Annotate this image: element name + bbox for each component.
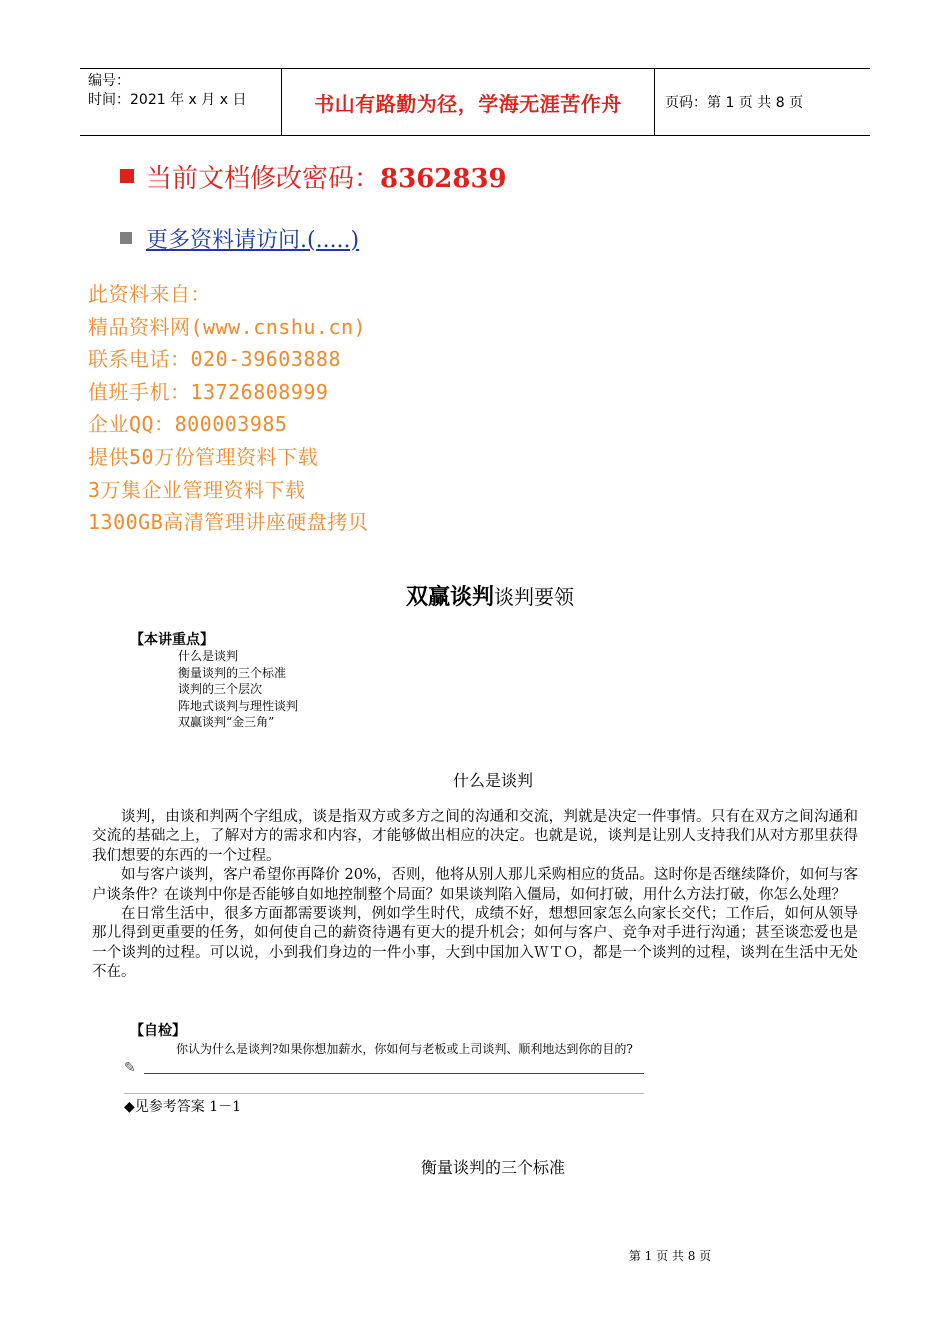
- number-label: 编号：: [88, 73, 130, 89]
- section-body: [92, 808, 858, 983]
- time-label: 时间：2021 年 x 月 x 日: [88, 92, 247, 108]
- key-point-item: 双赢谈判“金三角”: [178, 715, 275, 730]
- gray-square-bullet-icon: [120, 232, 132, 244]
- title-sub: 谈判要领: [494, 585, 574, 609]
- document-title: [0, 580, 950, 611]
- source-line: 联系电话：020-39603888: [88, 347, 341, 372]
- answer-line: [144, 1073, 644, 1074]
- reference-answer: ◆见参考答案 1－1: [124, 1099, 242, 1115]
- source-line: 1300GB高清管理讲座硬盘拷贝: [88, 510, 369, 535]
- section-title: 衡量谈判的三个标准: [420, 1158, 565, 1177]
- pencil-icon: ✎: [124, 1060, 136, 1076]
- password-code: 8362839: [380, 164, 507, 194]
- header-meta: [80, 69, 282, 135]
- password-label: 当前文档修改密码：: [146, 164, 381, 194]
- source-line: 此资料来自：: [88, 282, 211, 306]
- red-square-bullet-icon: [120, 169, 134, 183]
- more-resources-link[interactable]: 更多资料请访问.(.....): [146, 228, 360, 253]
- key-points-label: 【本讲重点】: [130, 632, 214, 648]
- title-main: 双赢谈判: [405, 585, 494, 610]
- header-page-info: 页码：第 1 页 共 8 页: [665, 95, 804, 111]
- source-line: 精品资料网(www.cnshu.cn): [88, 314, 367, 339]
- source-line: 企业QQ：800003985: [88, 412, 288, 437]
- key-points-list: [178, 648, 298, 731]
- source-info: [88, 278, 368, 539]
- source-line: 3万集企业管理资料下载: [88, 477, 306, 502]
- password-line: [120, 158, 507, 195]
- key-point-item: 阵地式谈判与理性谈判: [178, 698, 299, 713]
- self-check-question: 你认为什么是谈判?如果你想加薪水，你如何与老板或上司谈判、顺利地达到你的目的?: [176, 1042, 633, 1056]
- section-title: 什么是谈判: [452, 771, 533, 790]
- answer-line: [124, 1093, 644, 1094]
- key-point-item: 什么是谈判: [178, 649, 239, 663]
- key-point-item: 衡量谈判的三个标准: [178, 665, 287, 680]
- self-check-label: 【自检】: [130, 1023, 186, 1039]
- more-resources-line: [120, 223, 359, 254]
- source-line: 值班手机：13726808999: [88, 379, 329, 404]
- page-footer: 第 1 页 共 8 页: [628, 1249, 712, 1263]
- source-line: 提供50万份管理资料下载: [88, 444, 319, 469]
- key-point-item: 谈判的三个层次: [178, 682, 263, 697]
- body-paragraph: 谈判，由谈和判两个字组成，谈是指双方或多方之间的沟通和交流，判就是决定一件事情。只有在双方之间沟通和交流的基础之上，了解对方的需求和内容，才能够做出相应的决定。也就是说，谈判是让别人支持我们从对方那里获得我们想要的东西的一个过程。: [92, 809, 858, 864]
- page-header: [80, 68, 870, 136]
- header-motto: 书山有路勤为径，学海无涯苦作舟: [282, 69, 655, 135]
- body-paragraph: 在日常生活中，很多方面都需要谈判，例如学生时代，成绩不好，想想回家怎么向家长交代；工作后，如何从领导那儿得到更重要的任务，如何使自己的薪资待遇有更大的提升机会；如何与客户、竞争对手进行沟通；甚至谈恋爱也是一个谈判的过程。可以说，小到我们身边的一件小事，大到中国加入ＷＴＯ，都是一个谈判的过程，谈判在生活中无处不在。: [92, 906, 858, 981]
- body-paragraph: 如与客户谈判，客户希望你再降价 20%，否则，他将从别人那儿采购相应的货品。这时你是否继续降价，如何与客户谈条件？在谈判中你是否能够自如地控制整个局面？如果谈判陷入僵局，如何打破，用什么方法打破，你怎么处理？: [92, 867, 858, 903]
